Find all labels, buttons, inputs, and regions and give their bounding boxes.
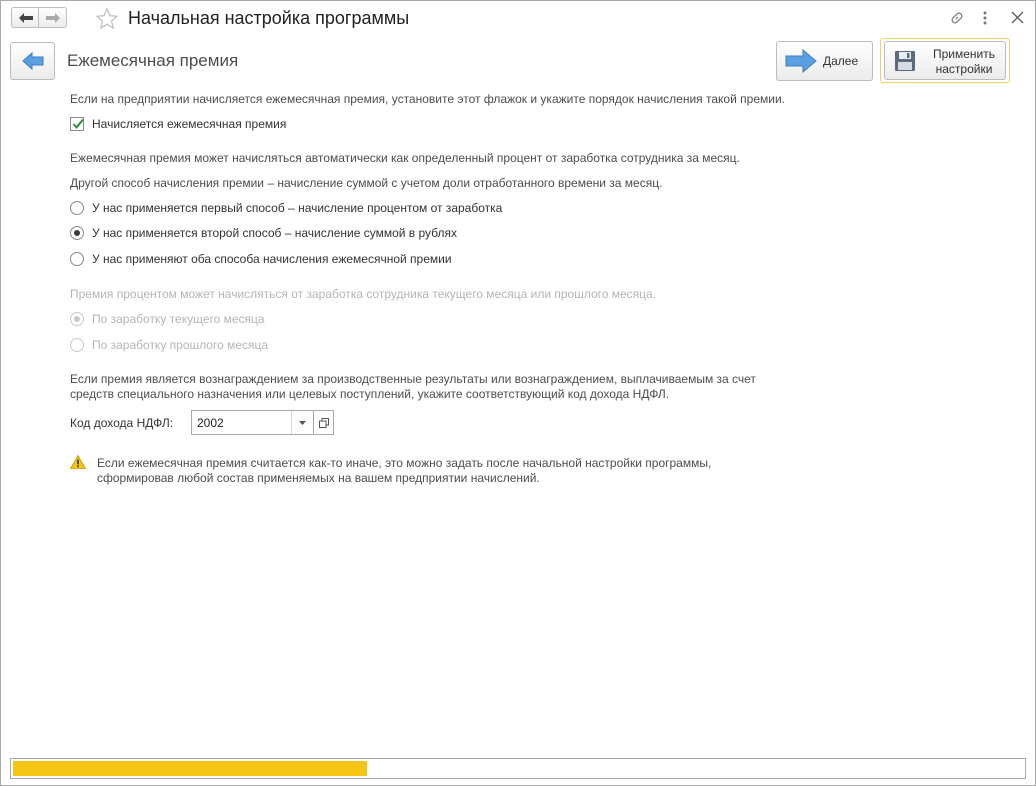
base-option-label: По заработку текущего месяца [92,312,265,326]
method-description-2: Другой способ начисления премии – начисление суммой с учетом доли отработанного времени за месяц. [70,176,663,190]
ndfl-code-value[interactable]: 2002 [197,416,224,430]
method-option-sum-radio[interactable] [70,226,84,240]
favorite-star-icon[interactable] [95,7,119,31]
method-option-label: У нас применяется первый способ – начисление процентом от заработка [92,201,503,215]
ndfl-description-2: средств специального назначения или целевых поступлений, укажите соответствующий код дохода НДФЛ. [70,387,670,401]
method-option-label: У нас применяется второй способ – начисление суммой в рублях [92,226,458,240]
apply-settings-focus-frame [880,38,1010,83]
nav-forward-button[interactable] [39,7,67,28]
setup-progress-fill [13,761,367,776]
apply-settings-label: Применить настройки [932,47,995,76]
ndfl-code-label: Код дохода НДФЛ: [70,416,174,430]
method-option-label: У нас применяют оба способа начисления ежемесячной премии [92,252,452,266]
save-disk-icon [894,50,916,72]
base-description: Премия процентом может начисляться от заработка сотрудника текущего месяца или прошлого месяца. [70,287,657,301]
close-icon[interactable] [1011,11,1024,24]
apply-settings-button[interactable] [884,41,1006,80]
base-option-label: По заработку прошлого месяца [92,338,269,352]
ndfl-code-field[interactable] [191,410,314,435]
base-option-current-month-radio [70,312,84,326]
arrow-right-icon [45,12,61,24]
link-icon[interactable] [949,10,965,26]
checkmark-icon [72,118,84,130]
open-window-icon [319,418,329,428]
arrow-left-icon [18,12,34,24]
next-button-label: Далее [823,54,859,68]
warning-icon [70,455,86,469]
method-description-1: Ежемесячная премия может начисляться автоматически как определенный процент от заработка сотрудника за месяц. [70,151,740,165]
warning-text-1: Если ежемесячная премия считается как-то иначе, это можно задать после начальной настройки программы, [97,456,712,470]
ndfl-code-open-button[interactable] [314,410,334,435]
more-vertical-icon[interactable] [982,10,988,26]
intro-text: Если на предприятии начисляется ежемесячная премия, установите этот флажок и укажите порядок начисления такой премии. [70,92,785,106]
arrow-left-icon [22,52,44,70]
window-title: Начальная настройка программы [128,8,410,28]
ndfl-description-1: Если премия является вознаграждением за производственные результаты или вознаграждением, выплачиваемым за счет [70,372,756,386]
monthly-bonus-checkbox[interactable] [70,117,84,131]
back-step-button[interactable] [10,42,55,80]
title-bar [1,1,1035,35]
warning-text-2: сформировав любой состав применяемых на вашем предприятии начислений. [97,471,540,485]
method-option-both-radio[interactable] [70,252,84,266]
form-title: Ежемесячная премия [67,51,239,70]
nav-back-button[interactable] [11,7,39,28]
radio-selected-dot [74,316,80,322]
setup-progress-bar [10,758,1026,779]
arrow-right-icon [785,49,817,73]
monthly-bonus-checkbox-label: Начисляется ежемесячная премия [92,117,287,131]
next-button[interactable] [776,41,873,81]
method-option-percent-radio[interactable] [70,201,84,215]
base-option-previous-month-radio [70,338,84,352]
ndfl-code-dropdown-button[interactable] [291,411,313,434]
chevron-down-icon [299,421,306,425]
radio-selected-dot [74,230,80,236]
